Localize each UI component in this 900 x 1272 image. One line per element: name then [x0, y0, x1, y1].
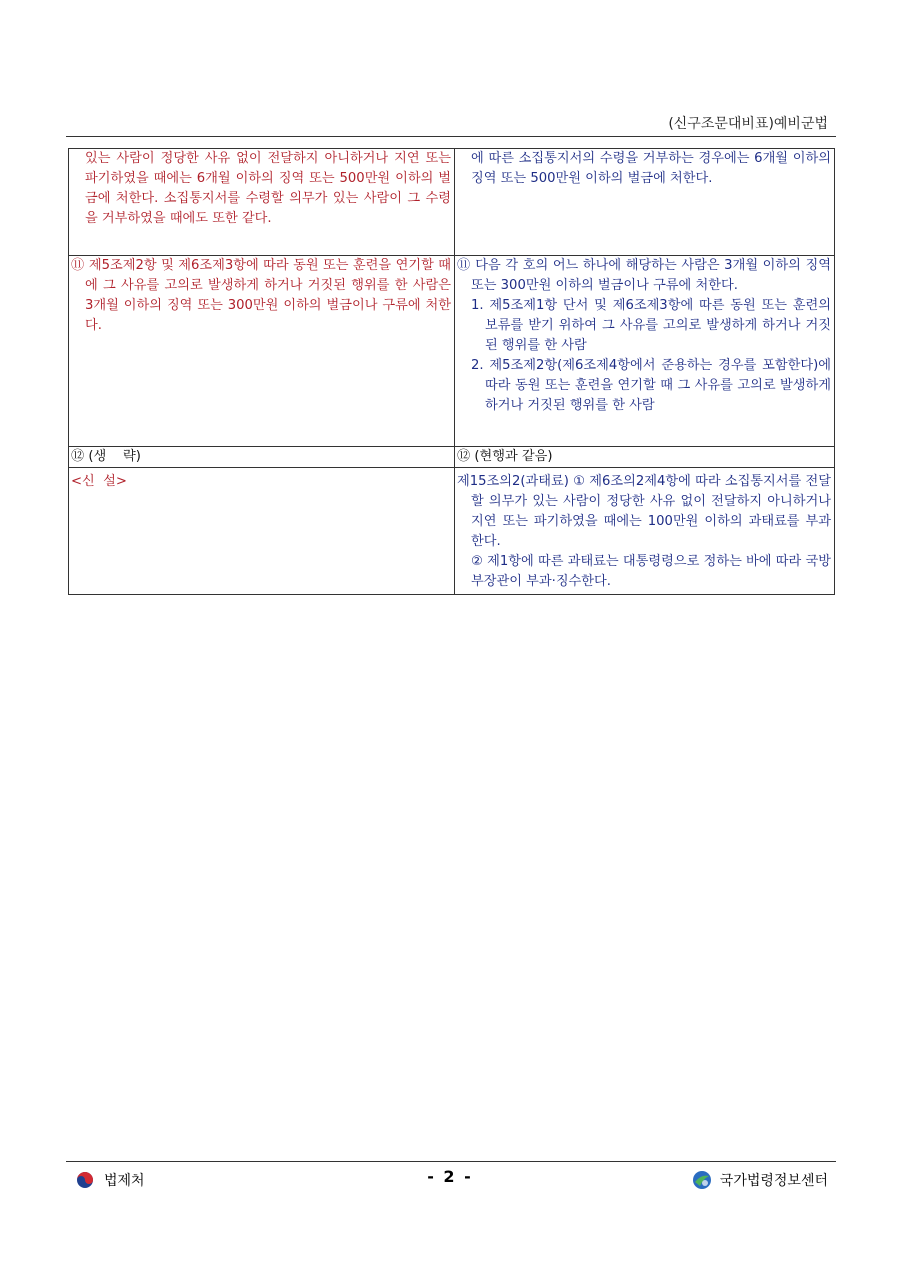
footer-center-label: 국가법령정보센터 [719, 1173, 828, 1189]
table-row [69, 447, 835, 468]
law-center-logo-icon [692, 1170, 712, 1190]
new-provision-cell [455, 468, 835, 595]
new-provision-text: 에 따른 소집통지서의 수령을 거부하는 경우에는 6개월 이하의 징역 또는 500만원 이하의 벌금에 처한다. [471, 151, 831, 186]
old-provision-text: 있는 사람이 정당한 사유 없이 전달하지 아니하거나 지연 또는 파기하였을 때에는 6개월 이하의 징역 또는 500만원 이하의 벌금에 처한다. 소집통지서를 수령할 의무가 있는 사람이 그 수령을 거부하였을 때에도 또한 같다. [85, 151, 451, 226]
new-provision-text: ⑫ (현행과 같음) [457, 449, 553, 464]
old-provision-text: <신 설> [71, 474, 127, 489]
comparison-table [68, 148, 835, 595]
new-provision-cell [455, 447, 835, 468]
new-provision-cell [455, 256, 835, 447]
new-provision-head: ⑪ 다음 각 호의 어느 하나에 해당하는 사람은 3개월 이하의 징역 또는 300만원 이하의 벌금이나 구류에 처한다. [457, 258, 831, 293]
new-provision-text: ② 제1항에 따른 과태료는 대통령령으로 정하는 바에 따라 국방부장관이 부과·징수한다. [471, 554, 831, 589]
old-provision-cell [69, 468, 455, 595]
footer-right [692, 1170, 828, 1190]
table-row [69, 468, 835, 595]
header-divider [66, 136, 836, 137]
new-provision-cell [455, 149, 835, 256]
footer-org-label: 법제처 [104, 1173, 145, 1189]
new-provision-item: 2. 제5조제2항(제6조제4항에서 준용하는 경우를 포함한다)에 따라 동원 또는 훈련을 연기할 때 그 사유를 고의로 발생하게 하거나 거짓된 행위를 한 사람 [471, 358, 831, 413]
old-provision-cell [69, 149, 455, 256]
old-provision-text: ⑪ 제5조제2항 및 제6조제3항에 따라 동원 또는 훈련을 연기할 때에 그 사유를 고의로 발생하게 하거나 거짓된 행위를 한 사람은 3개월 이하의 징역 또는 300만원 이하의 벌금이나 구류에 처한다. [71, 258, 451, 333]
table-row [69, 256, 835, 447]
old-provision-cell [69, 256, 455, 447]
new-provision-text: 제15조의2(과태료) ① 제6조의2제4항에 따라 소집통지서를 전달할 의무가 있는 사람이 정당한 사유 없이 전달하지 아니하거나 지연 또는 파기하였을 때에는 100만원 이하의 과태료를 부과한다. [457, 474, 831, 549]
new-provision-item: 1. 제5조제1항 단서 및 제6조제3항에 따른 동원 또는 훈련의 보류를 받기 위하여 그 사유를 고의로 발생하게 하거나 거짓된 행위를 한 사람 [471, 298, 831, 353]
footer-divider [66, 1161, 836, 1162]
old-provision-cell [69, 447, 455, 468]
table-row [69, 149, 835, 256]
page-number: - 2 - [427, 1167, 473, 1186]
old-provision-text: ⑫ (생 략) [71, 449, 141, 464]
document-title: (신구조문대비표)예비군법 [668, 116, 828, 132]
